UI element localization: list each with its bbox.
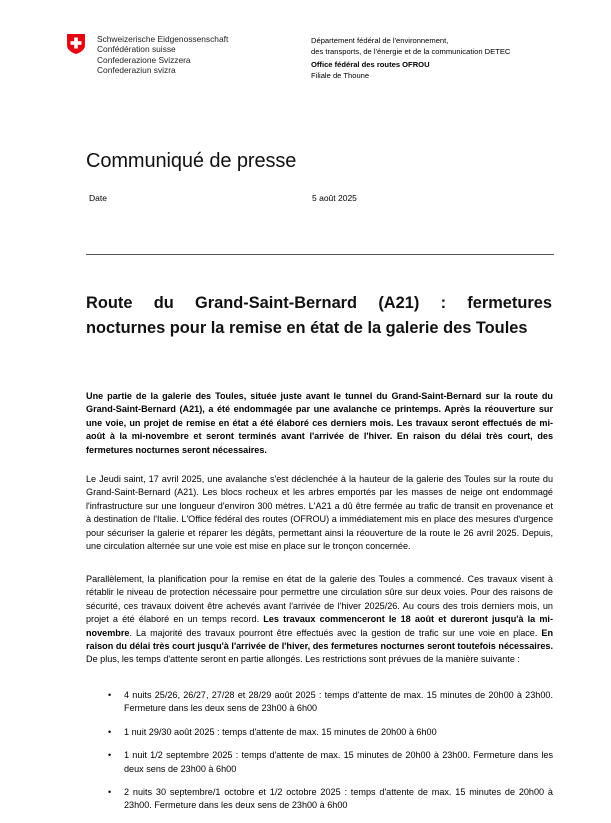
list-item (108, 689, 553, 716)
paragraph-2-text-2: . La majorité des travaux pourront être effectués avec la gestion de trafic sur une voie en place. (129, 627, 542, 638)
department-line-1: Département fédéral de l'environnement, (311, 36, 449, 45)
body-paragraph-1: Le Jeudi saint, 17 avril 2025, une avalanche s'est déclenchée à la hauteur de la galerie des Toules sur la route du Grand-Saint-Bernard (A21). Les blocs rocheux et les arbres emportés par les masses de neige ont endommagé l'infrastructure sur une longueur d'environ 300 mètres. L'A21 a dû être fermée au trafic de transit en provenance et à destination de l'Italie. L'Office fédéral des routes (OFROU) a immédiatement mis en place des mesures d'urgence pour sécuriser la galerie et réparer les dégâts, permettant ainsi la réouverture de la route le 26 avril 2025. Depuis, une circulation alternée sur une voie est mise en place sur le tronçon concernée. (86, 474, 553, 552)
confederation-names (97, 34, 228, 75)
confederation-name-fr: Confédération suisse (97, 44, 176, 55)
bullet-icon: • (108, 750, 112, 761)
department-block (311, 36, 510, 81)
paragraph-2-text-3: De plus, les temps d'attente seront en partie allongés. Les restrictions sont prévues de la manière suivante : (86, 654, 520, 665)
confederation-name-de: Schweizerische Eidgenossenschaft (97, 34, 229, 44)
bullet-icon: • (108, 726, 112, 737)
swiss-cross-logo (66, 34, 86, 54)
paragraph-2-bold-2: En raison du délai très court jusqu'à l'arrivée de l'hiver, des fermetures nocturnes seront toutefois nécessaires. (86, 627, 553, 652)
bullet-icon: • (108, 787, 112, 798)
date-label: Date (89, 193, 107, 203)
list-item (108, 749, 553, 776)
bullet-icon: • (108, 690, 112, 700)
confederation-name-it: Confederazione Svizzera (97, 54, 191, 65)
divider (86, 254, 554, 255)
press-headline: Route du Grand-Saint-Bernard (A21) : fermetures nocturnes pour la remise en état de la galerie des Toules (86, 294, 552, 337)
restriction-text: 1 nuit 29/30 août 2025 : temps d'attente de max. 15 minutes de 20h00 à 6h00 (124, 726, 437, 737)
restriction-text: 2 nuits 30 septembre/1 octobre et 1/2 octobre 2025 : temps d'attente de max. 15 minutes de 20h00 à 23h00. Fermeture dans les deux sens de 23h00 à 6h00 (124, 787, 553, 811)
body-paragraph-2 (86, 573, 553, 667)
confederation-name-rm: Confederaziun svizra (97, 64, 176, 75)
restriction-text: 4 nuits 25/26, 26/27, 27/28 et 28/29 août 2025 : temps d'attente de max. 15 minutes de 20h00 à 23h00. Fermeture dans les deux sens de 23h00 à 6h00 (124, 690, 553, 714)
restrictions-list (108, 689, 553, 823)
list-item (108, 786, 553, 813)
branch-name: Filiale de Thoune (311, 70, 370, 80)
document-title: Communiqué de presse (86, 150, 297, 172)
date-value: 5 août 2025 (312, 193, 357, 203)
restriction-text: 1 nuit 1/2 septembre 2025 : temps d'attente de max. 15 minutes de 20h00 à 23h00. Fermeture dans les deux sens de 23h00 à 6h00 (124, 750, 553, 774)
office-name: Office fédéral des routes OFROU (311, 60, 430, 70)
paragraph-2-bold-1: Les travaux commenceront le 18 août et dureront jusqu'à la mi-novembre (86, 614, 553, 638)
lead-paragraph: Une partie de la galerie des Toules, située juste avant le tunnel du Grand-Saint-Bernard sur la route du Grand-Saint-Bernard (A21), a été endommagée par une avalanche ce printemps. Après la réouverture sur une voie, un projet de remise en état a été élaboré ces derniers mois. Les travaux seront effectués de mi-août à la mi-novembre et seront terminés avant l'arrivée de l'hiver. En raison du délai très court, des fermetures nocturnes seront nécessaires. (86, 391, 553, 455)
department-line-2: des transports, de l'énergie et de la communication DETEC (311, 46, 511, 56)
list-item (108, 726, 553, 739)
paragraph-2-text-1: Parallèlement, la planification pour la remise en état de la galerie des Toules a commencé. Ces travaux visent à rétablir le niveau de protection nécessaire pour permettre une circulation sûre sur deux voies. Pour des raisons de sécurité, ces travaux doivent être achevés avant l'arrivée de l'hiver 2025/26. Au cours des trois derniers mois, un projet a été élaboré en un temps record. (86, 574, 553, 625)
